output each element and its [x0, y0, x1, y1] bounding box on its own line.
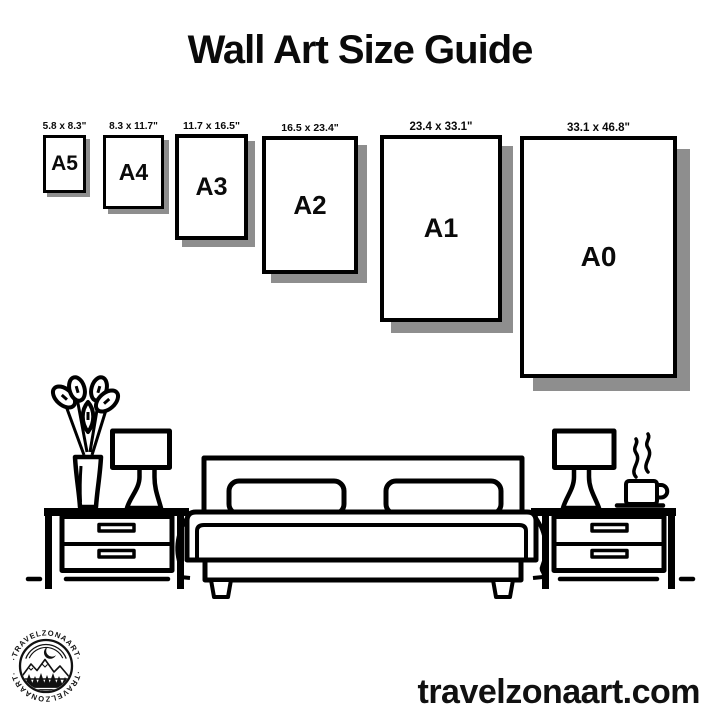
- logo-ring-text-bottom: ·TRAVELZONAART·: [9, 670, 83, 704]
- lamp-left-icon: [113, 431, 170, 508]
- size-label-a2: A2: [293, 189, 327, 220]
- size-label-a5: A5: [51, 152, 78, 175]
- plant-icon: [49, 375, 122, 507]
- size-box-a2: [262, 122, 358, 274]
- size-label-a3: A3: [195, 172, 228, 201]
- coffee-cup-icon: [617, 434, 667, 506]
- size-caption-a0: 33.1 x 46.8": [566, 122, 631, 134]
- size-caption-a2: 16.5 x 23.4": [281, 122, 339, 134]
- lamp-right-icon: [555, 431, 615, 508]
- size-box-a0: [520, 122, 677, 378]
- logo-ring-text-top: ·TRAVELZONAART·: [9, 628, 83, 662]
- size-caption-a3: 11.7 x 16.5": [183, 120, 240, 132]
- size-label-a1: A1: [423, 213, 459, 243]
- bed-icon: [177, 458, 545, 597]
- size-caption-a1: 23.4 x 33.1": [409, 121, 473, 133]
- size-box-a1: [380, 121, 502, 322]
- page-title: Wall Art Size Guide: [187, 28, 533, 72]
- size-caption-a5: 5.8 x 8.3": [42, 121, 87, 132]
- size-caption-a4: 8.3 x 11.7": [109, 121, 158, 132]
- nightstand-right-icon: [531, 512, 676, 589]
- size-label-a4: A4: [118, 158, 149, 185]
- website-url: travelzonaart.com: [417, 673, 700, 711]
- size-box-a3: [175, 120, 248, 240]
- size-box-a5: [42, 121, 87, 193]
- brand-logo-badge: [2, 622, 90, 710]
- nightstand-left-icon: [44, 512, 189, 589]
- size-label-a0: A0: [580, 241, 617, 272]
- size-box-a4: [103, 121, 164, 209]
